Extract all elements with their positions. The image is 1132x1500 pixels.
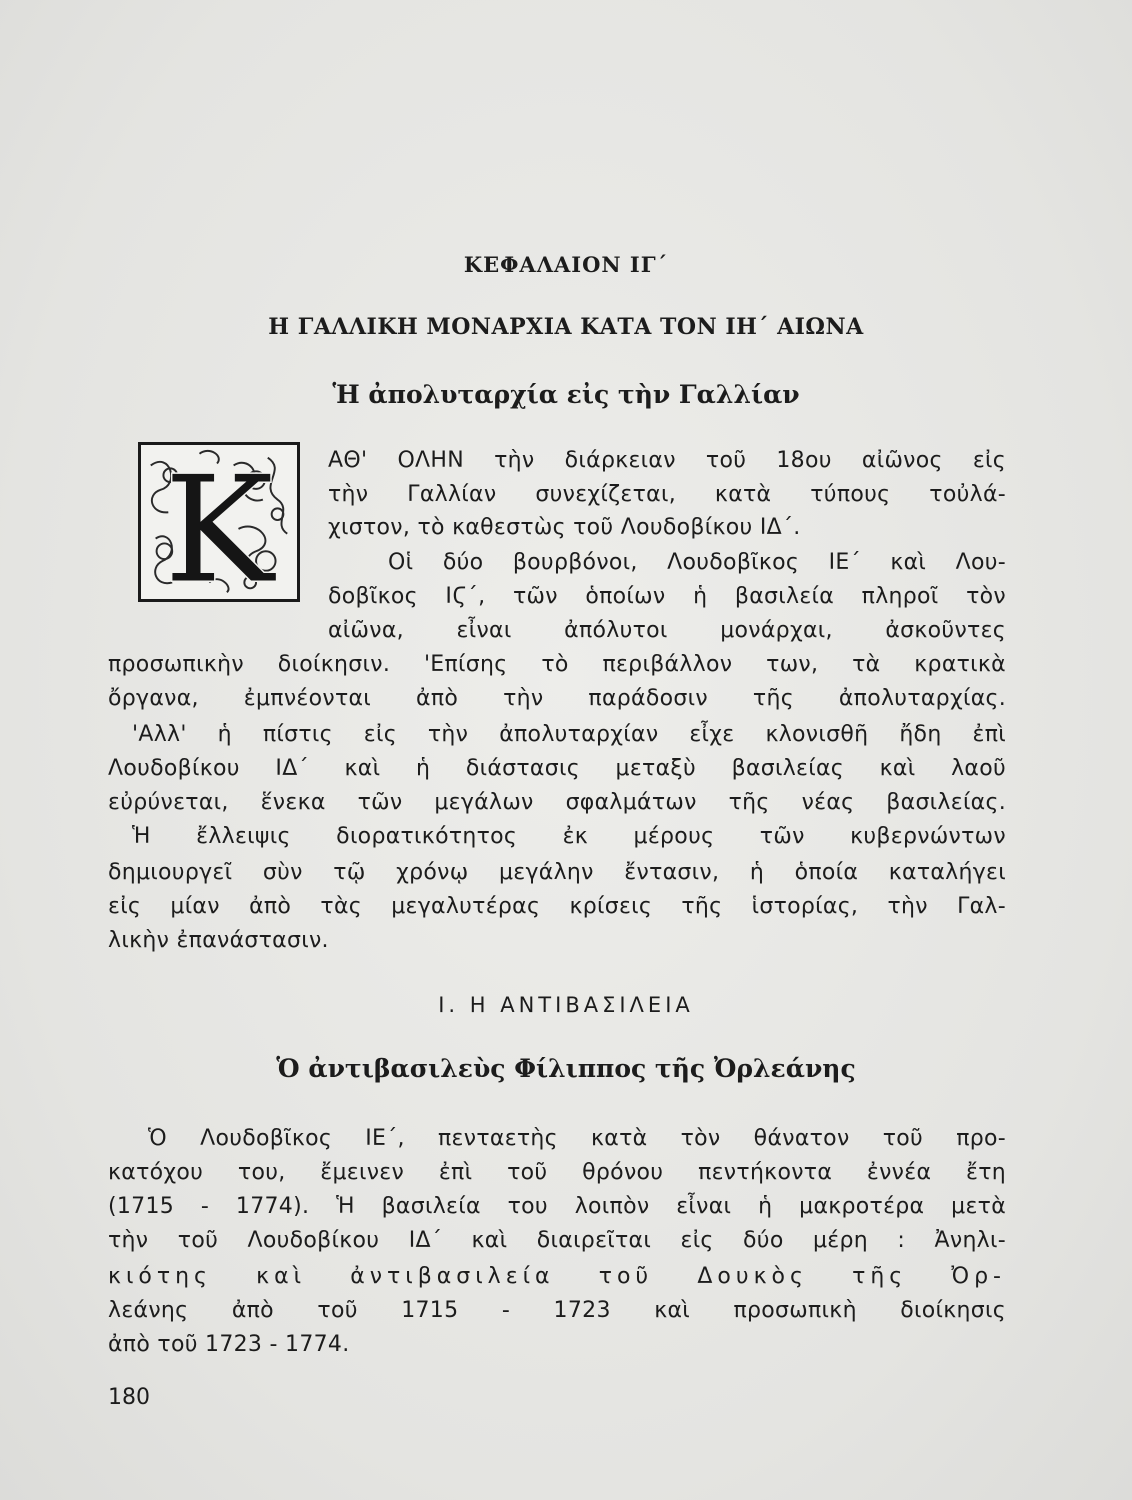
- section-title: Ἡ ἀπολυταρχία εἰς τὴν Γαλλίαν: [332, 380, 800, 409]
- chapter-label: ΚΕΦΑΛΑΙΟΝ ΙΓ΄: [463, 252, 669, 277]
- text-line: Λουδοβίκου ΙΔ΄ καὶ ἡ διάστασις μεταξὺ βασιλείας καὶ λαοῦ: [108, 756, 1006, 781]
- text-line: λεάνης ἀπὸ τοῦ 1715 - 1723 καὶ προσωπικὴ διοίκησις: [108, 1298, 1006, 1323]
- page-number: 180: [108, 1385, 150, 1410]
- ornamental-dropcap-icon: [141, 445, 297, 599]
- text-line: χιστον, τὸ καθεστὼς τοῦ Λουδοβίκου ΙΔ΄.: [328, 515, 801, 540]
- text-line: ὄργανα, ἐμπνέονται ἀπὸ τὴν παράδοσιν τῆς ἀπολυταρχίας.: [108, 686, 1006, 711]
- text-line: εὐρύνεται, ἕνεκα τῶν μεγάλων σφαλμάτων τῆς νέας βασιλείας.: [108, 790, 1006, 815]
- text-line: προσωπικὴν διοίκησιν. 'Επίσης τὸ περιβάλλον των, τὰ κρατικὰ: [108, 652, 1006, 677]
- dropcap-letter: Κ: [164, 445, 274, 599]
- text-line: κιότης καὶ ἀντιβασιλεία τοῦ Δουκὸς τῆς Ὀρ-: [108, 1264, 1006, 1289]
- ornamental-dropcap: [138, 442, 300, 602]
- text-line: αἰῶνα, εἶναι ἀπόλυτοι μονάρχαι, ἀσκοῦντες: [328, 618, 1006, 643]
- text-line: λικὴν ἐπανάστασιν.: [108, 928, 329, 953]
- text-line: τὴν Γαλλίαν συνεχίζεται, κατὰ τύπους τοὐλά-: [328, 482, 1006, 507]
- text-line: Ὁ Λουδοβῖκος ΙΕ΄, πενταετὴς κατὰ τὸν θάνατον τοῦ προ-: [148, 1126, 1006, 1151]
- chapter-title: Η ΓΑΛΛΙΚΗ ΜΟΝΑΡΧΙΑ ΚΑΤΑ ΤΟΝ ΙΗ΄ ΑΙΩΝΑ: [268, 314, 864, 340]
- text-line: κατόχου του, ἔμεινεν ἐπὶ τοῦ θρόνου πεντήκοντα ἐννέα ἔτη: [108, 1160, 1006, 1185]
- text-line: ἀπὸ τοῦ 1723 - 1774.: [108, 1332, 350, 1357]
- text-line: ΑΘ' ΟΛΗΝ τὴν διάρκειαν τοῦ 18ου αἰῶνος εἰς: [328, 448, 1006, 473]
- text-line: δοβῖκος ΙϚ΄, τῶν ὁποίων ἡ βασιλεία πληροῖ τὸν: [328, 584, 1006, 609]
- text-line: δημιουργεῖ σὺν τῷ χρόνῳ μεγάλην ἔντασιν, ἡ ὁποία καταλήγει: [108, 860, 1006, 885]
- text-line: (1715 - 1774). Ἡ βασιλεία του λοιπὸν εἶναι ἡ μακροτέρα μετὰ: [108, 1194, 1006, 1219]
- text-line: εἰς μίαν ἀπὸ τὰς μεγαλυτέρας κρίσεις τῆς ἱστορίας, τὴν Γαλ-: [108, 894, 1006, 919]
- text-line: Ἡ ἔλλειψις διορατικότητος ἐκ μέρους τῶν κυβερνώντων: [132, 824, 1006, 849]
- text-line: Οἱ δύο βουρβόνοι, Λουδοβῖκος ΙΕ΄ καὶ Λου-: [388, 550, 1006, 575]
- text-line: τὴν τοῦ Λουδοβίκου ΙΔ΄ καὶ διαιρεῖται εἰς δύο μέρη : Ἀνηλι-: [108, 1228, 1006, 1253]
- heading-regency: Ι. Η ΑΝΤΙΒΑΣΙΛΕΙΑ: [438, 993, 694, 1017]
- heading-philip: Ὁ ἀντιβασιλεὺς Φίλιππος τῆς Ὀρλεάνης: [276, 1054, 856, 1083]
- text-line: 'Αλλ' ἡ πίστις εἰς τὴν ἀπολυταρχίαν εἶχε κλονισθῆ ἤδη ἐπὶ: [132, 722, 1006, 747]
